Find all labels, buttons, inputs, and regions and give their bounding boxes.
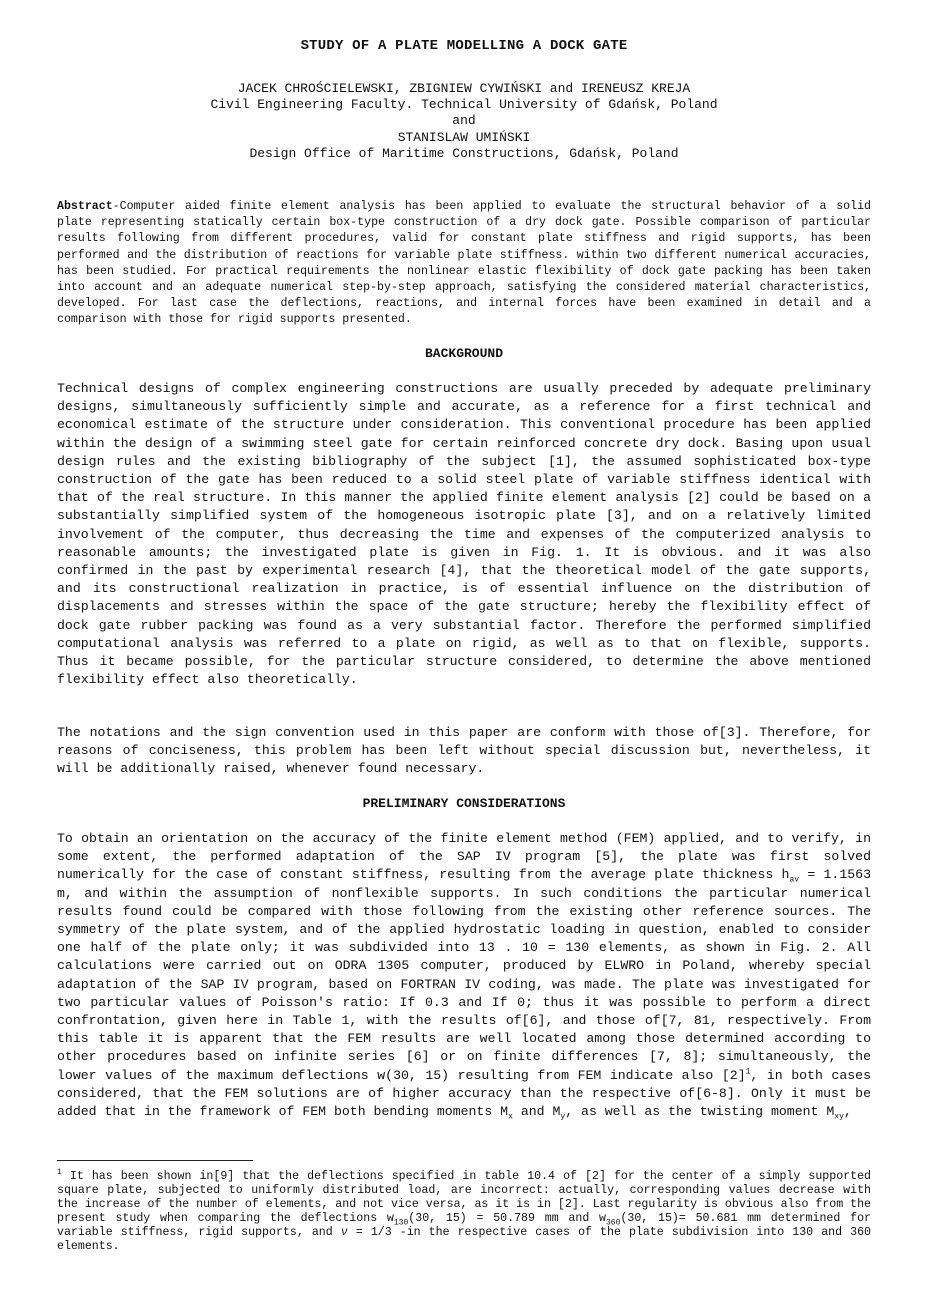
affiliation-line-2: Design Office of Maritime Constructions, Gdańsk, Poland	[249, 145, 679, 161]
background-paragraph-2: The notations and the sign convention used in this paper are conform with those of[3]. Therefore, for reasons of conciseness, this problem has been left without special discussion but, nevertheless, it will be additionally raised, whenever found necessary.	[57, 725, 871, 777]
footnote: $^1$ It has been shown in[9] that the deflections specified in table 10.4 of [2] for the center of a simply supported square plate, subjected to uniformly distributed load, are incorrect: actually, corresponding values decrease with the increase of the number of elements, and not vice versa, as it is in [2]. Last regularity is obvious also from the present study when comparing the deflections $w_{130}(30$, 15) = 50.789 mm and $w_{360}(30$, 15)= 50.681 mm determined for variable stiffness, rigid supports, and ν = 1/3 -in the respective cases of the plate subdivision into 130 and 360 elements.	[57, 1168, 872, 1253]
affiliation-line: Civil Engineering Faculty. Technical University of Gdańsk, Poland	[210, 97, 718, 113]
abstract-label: Abstract	[57, 200, 113, 213]
footnote-divider	[57, 1160, 253, 1161]
abstract	[57, 199, 871, 329]
background-paragraph-1: Technical designs of complex engineering constructions are usually preceded by adequate preliminary designs, simultaneously sufficiently simple and accurate, as a reference for a first technical and economical estimate of the structure under consideration. This conventional procedure has been applied within the design of a swimming steel gate for certain reinforced concrete dry dock. Basing upon usual design rules and the existing bibliography of the subject [1], the assumed sophisticated box-type construction of the gate has been reduced to a solid steel plate of variable stiffness identical with that of the real structure. In this manner the applied finite element analysis [2] could be based on a substantially simplified system of the homogeneous isotropic plate [3], and on a relatively limited involvement of the computer, thus decreasing the time and expenses of the computerized analysis to reasonable amounts; the investigated plate is given in Fig. 1. It is obvious. and it was also confirmed in the past by experimental research [4], that the theoretical model of the gate supports, and its constructional realization in practice, is of essential influence on the distribution of displacements and stresses within the space of the gate structure; hereby the flexibility effect of dock gate rubber packing was found as a very substantial factor. Therefore the performed simplified computational analysis was referred to a plate on rigid, as well as to that on flexible, supports. Thus it became possible, for the particular structure considered, to determine the above mentioned flexibility effect also theoretically.	[57, 381, 871, 688]
author-block	[57, 81, 871, 162]
section-heading-preliminary: PRELIMINARY CONSIDERATIONS	[362, 796, 566, 811]
paper-title: STUDY OF A PLATE MODELLING A DOCK GATE	[300, 38, 628, 54]
conjunction-line: and	[452, 113, 476, 129]
footnote-mark: 1	[57, 1168, 62, 1178]
footnote-ref: 1	[745, 1067, 751, 1077]
authors-line: JACEK CHROŚCIELEWSKI, ZBIGNIEW CYWIŃSKI and IRENEUSZ KREJA	[237, 81, 691, 96]
preliminary-paragraph: To obtain an orientation on the accuracy of the finite element method (FEM) applied, and to verify, in some extent, the performed adaptation of the SAP IV program [5], the plate was first solved numerically for the case of constant stiffness, resulting from the average plate thickness $h_{av} = 1.1563$ m, and within the assumption of nonflexible supports. In such conditions the particular numerical results found could be compared with those following from the existing other reference sources. The symmetry of the plate system, and of the applied hydrostatic loading in question, enabled to consider one half of the plate only; it was subdivided into 13 . 10 = 130 elements, as shown in Fig. 2. All calculations were carried out on ODRA 1305 computer, produced by ELWRO in Poland, whereby special adaptation of the SAP IV program, based on FORTRAN IV coding, was made. The plate was investigated for two particular values of Poisson's ratio: If 0.3 and If 0; thus it was possible to perform a direct confrontation, given here in Table 1, with the results of[6], and those of[7, 81, respectively. From this table it is apparent that the FEM results are well located among those determined according to other procedures based on infinite series [6] or on finite differences [7, 8]; simultaneously, the lower values of the maximum deflections w(30, 15) resulting from FEM indicate also $[2]^1$, in both cases considered, that the FEM solutions are of higher accuracy than the respective of[6-8]. Only it must be added that in the framework of FEM both bending moments $M_x$ and $M_y$, as well as the twisting moment $M_{xy}$,	[57, 831, 871, 1122]
section-heading-background: BACKGROUND	[424, 346, 503, 361]
author-line-2: STANISLAW UMIŃSKI	[397, 129, 531, 145]
poisson-symbol: ν	[340, 1226, 348, 1239]
abstract-text: -Computer aided finite element analysis has been applied to evaluate the structural behavior of a solid plate representing statically certain box-type construction of a dry dock gate. Possible comparison of particular results following from different procedures, valid for constant plate stiffness and rigid supports, has been performed and the distribution of reactions for variable plate stiffness. within two different numerical accuracies, has been studied. For practical requirements the nonlinear elastic flexibility of dock gate packing has been taken into account and an adequate numerical step-by-step approach, satisfying the considered material characteristics, developed. For last case the deflections, reactions, and internal forces have been examined in detail and a comparison with those for rigid supports presented.	[57, 200, 871, 327]
